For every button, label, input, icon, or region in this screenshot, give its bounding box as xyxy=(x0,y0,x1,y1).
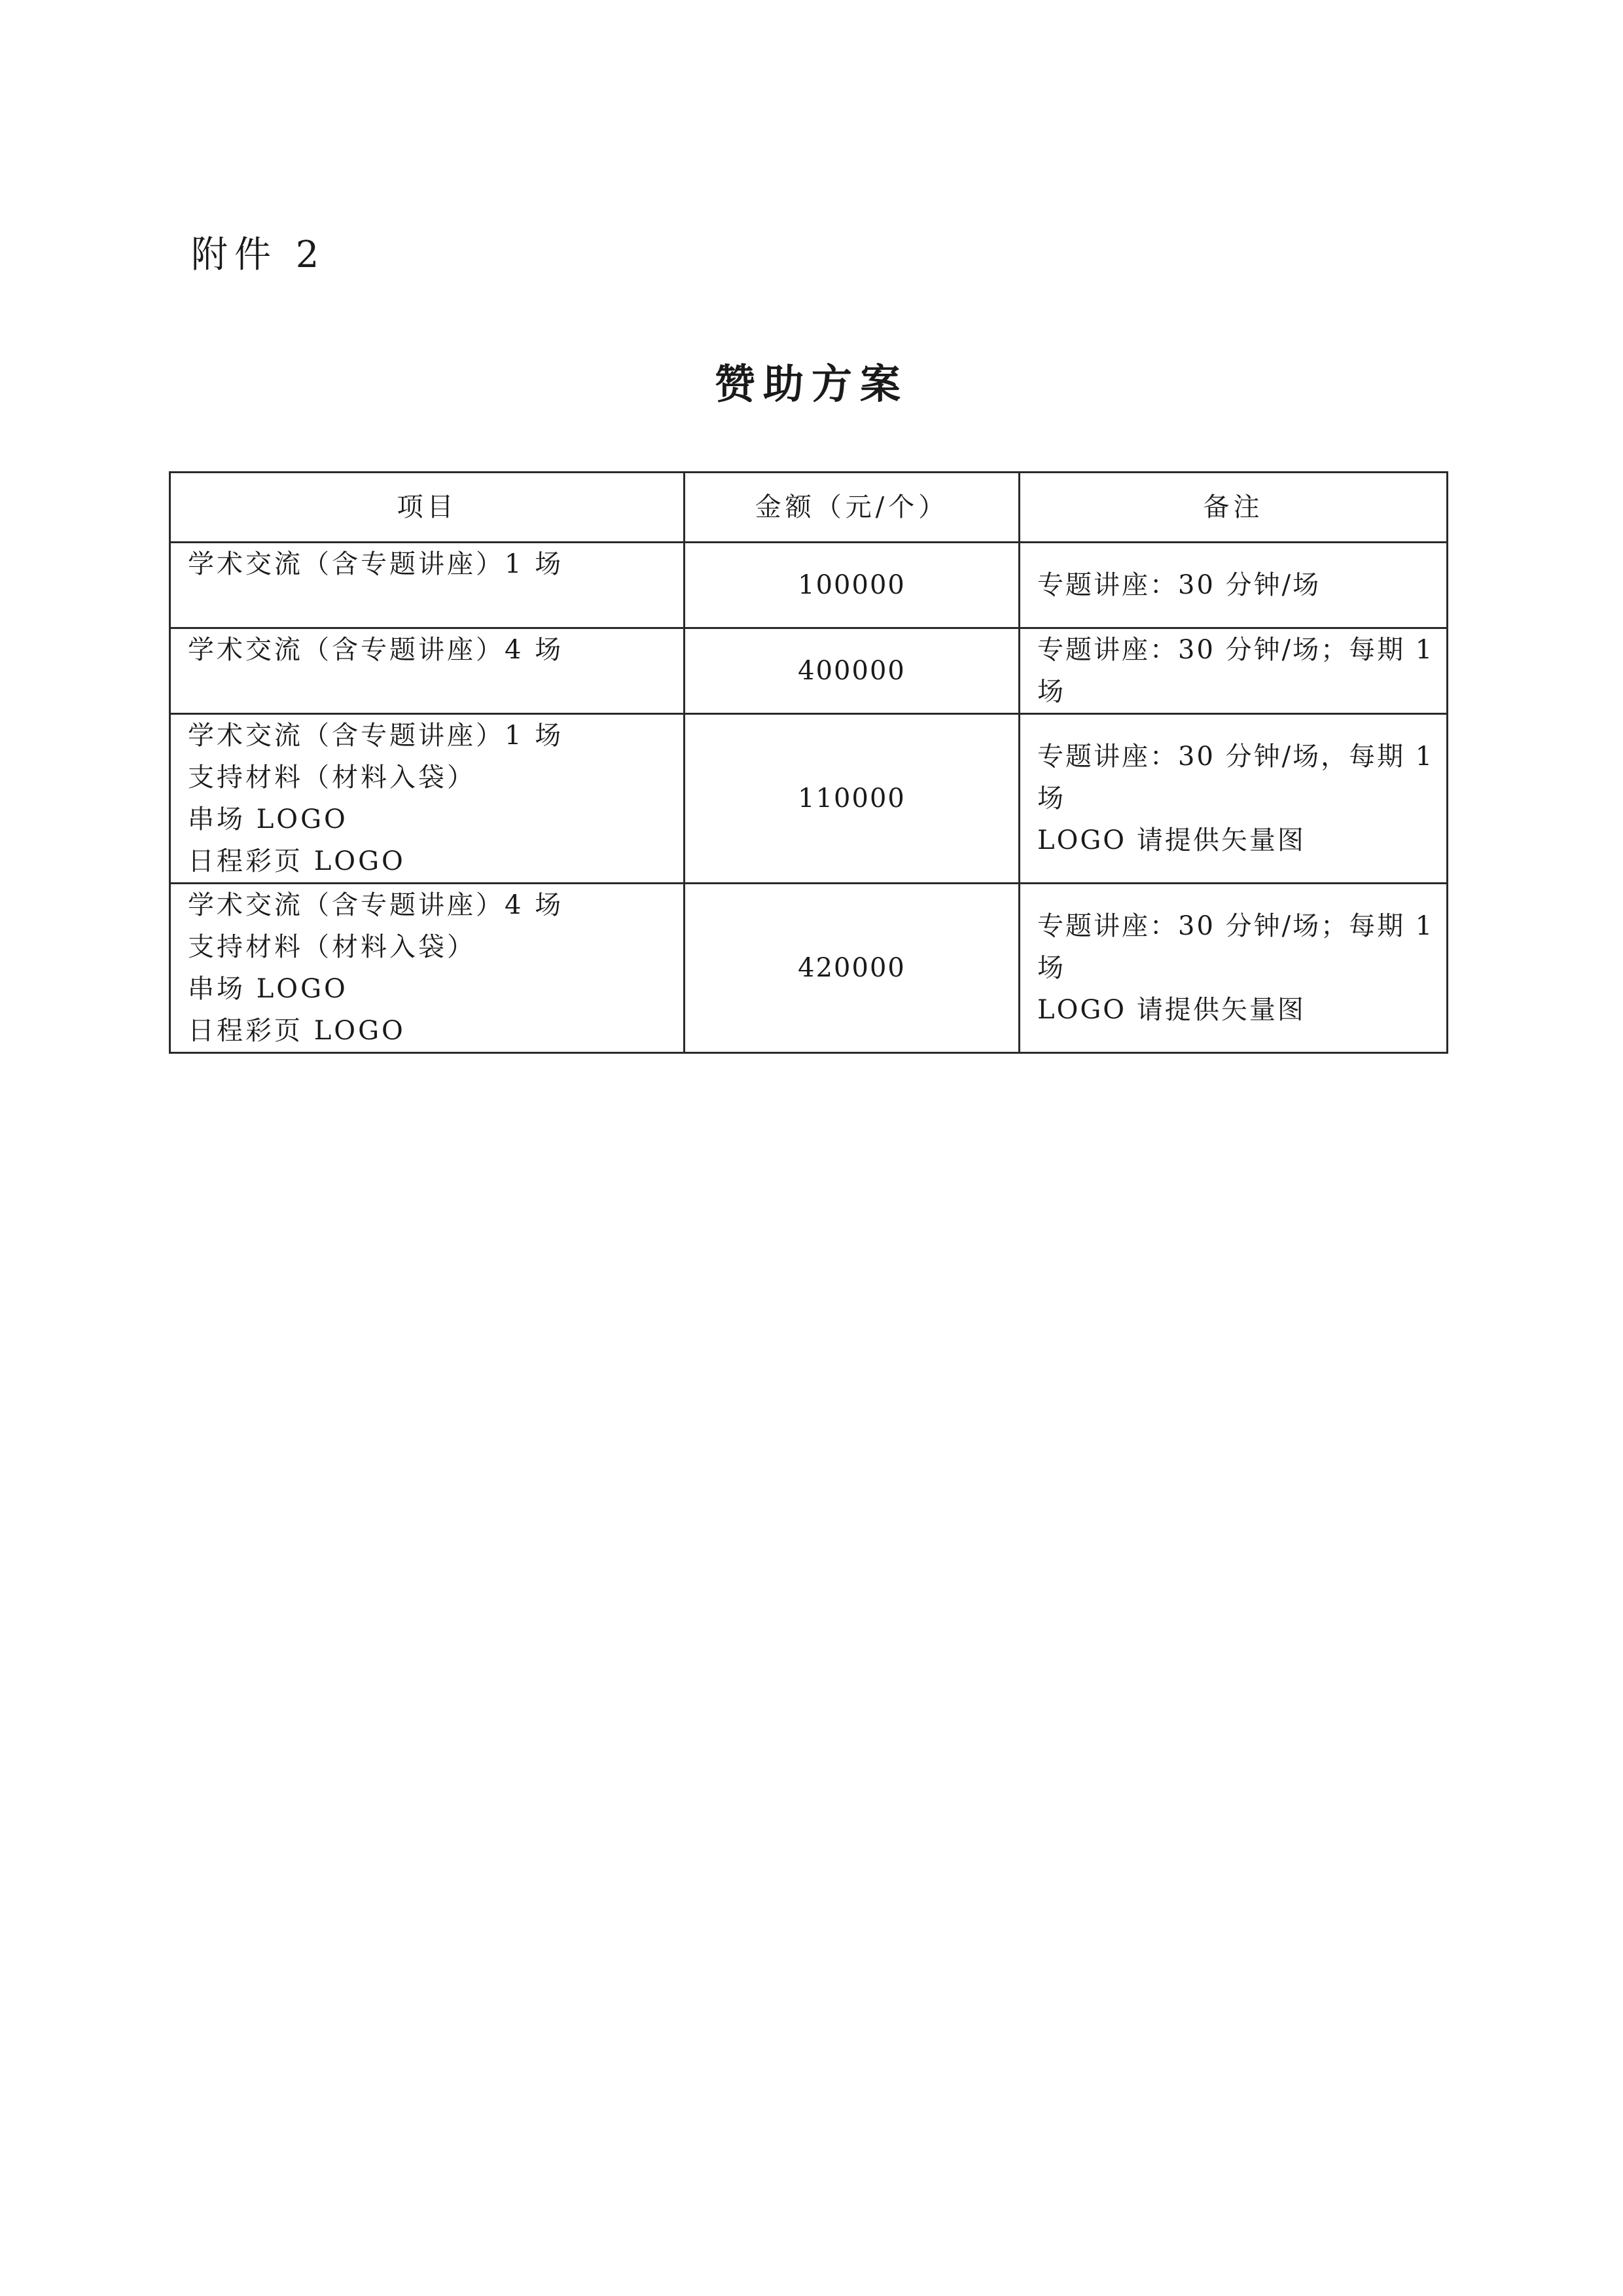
table-row xyxy=(170,543,1448,628)
item-line: 串场 LOGO xyxy=(188,974,348,1004)
sponsorship-table xyxy=(169,471,1448,1054)
document-title: 赞助方案 xyxy=(714,360,908,408)
item-cell xyxy=(170,543,685,628)
remark-line: 专题讲座：30 分钟/场，每期 1 xyxy=(1037,742,1435,772)
amount-cell: 110000 xyxy=(685,714,1020,884)
header-item: 项目 xyxy=(170,473,685,543)
header-remarks: 备注 xyxy=(1020,473,1448,543)
remark-line: LOGO 请提供矢量图 xyxy=(1037,825,1306,855)
amount-cell: 420000 xyxy=(685,884,1020,1053)
amount-cell: 400000 xyxy=(685,628,1020,714)
item-line: 学术交流（含专题讲座）4 场 xyxy=(188,890,564,920)
remark-line: 专题讲座：30 分钟/场；每期 1 xyxy=(1037,635,1435,665)
remark-line: 专题讲座：30 分钟/场；每期 1 xyxy=(1037,911,1435,941)
item-line: 学术交流（含专题讲座）1 场 xyxy=(188,721,564,751)
remark-line: 场 xyxy=(1037,953,1065,983)
item-line: 学术交流（含专题讲座）1 场 xyxy=(188,549,564,579)
item-cell xyxy=(170,628,685,714)
remark-line: 场 xyxy=(1037,677,1065,707)
item-line: 学术交流（含专题讲座）4 场 xyxy=(188,635,564,665)
item-line: 日程彩页 LOGO xyxy=(188,1016,406,1046)
header-amount: 金额（元/个） xyxy=(685,473,1020,543)
table-row xyxy=(170,714,1448,884)
attachment-label: 附件 2 xyxy=(191,234,326,276)
item-line: 串场 LOGO xyxy=(188,804,348,834)
amount-cell: 100000 xyxy=(685,543,1020,628)
table-row xyxy=(170,628,1448,714)
remark-line: 场 xyxy=(1037,783,1065,814)
item-cell xyxy=(170,884,685,1053)
remarks-cell xyxy=(1020,714,1448,884)
remarks-cell xyxy=(1020,628,1448,714)
table-header-row xyxy=(170,473,1448,543)
table-row xyxy=(170,884,1448,1053)
item-line: 支持材料（材料入袋） xyxy=(188,762,476,793)
remarks-cell xyxy=(1020,543,1448,628)
item-line: 日程彩页 LOGO xyxy=(188,846,406,876)
item-line: 支持材料（材料入袋） xyxy=(188,932,476,962)
item-cell xyxy=(170,714,685,884)
remarks-cell xyxy=(1020,884,1448,1053)
remark-line: 专题讲座：30 分钟/场 xyxy=(1037,570,1321,600)
remark-line: LOGO 请提供矢量图 xyxy=(1037,995,1306,1025)
